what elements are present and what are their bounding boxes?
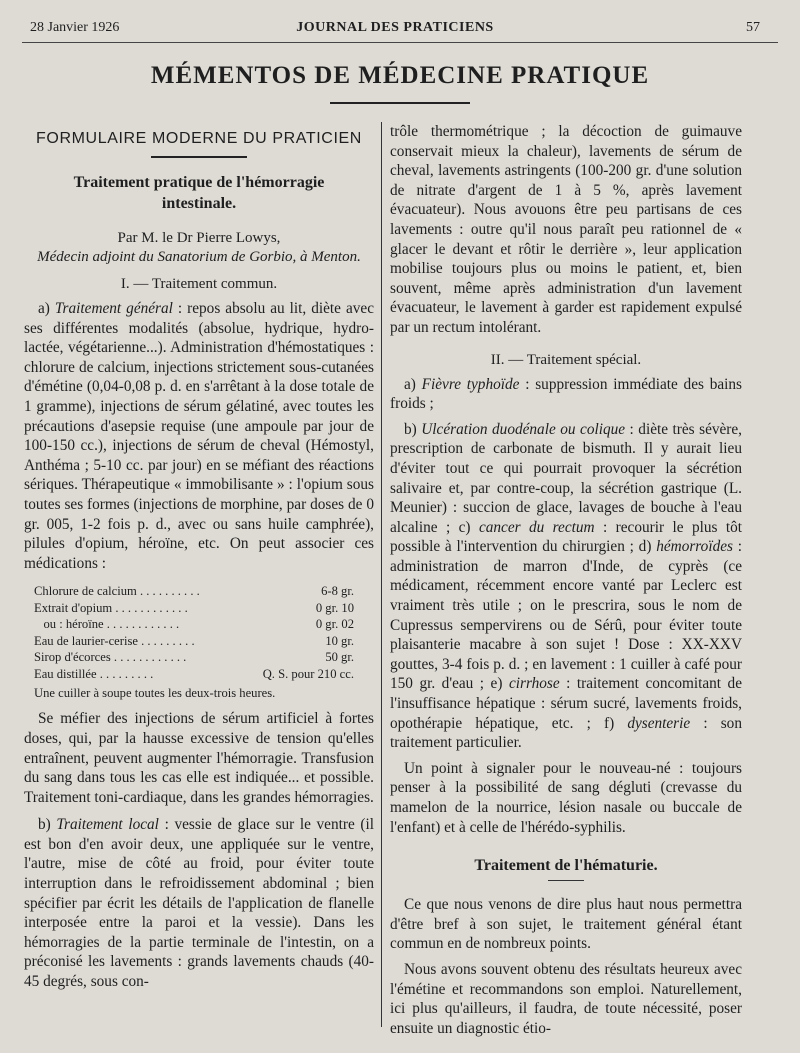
paragraph-local-treatment — [24, 815, 374, 991]
paragraph-ulceration — [390, 420, 742, 753]
paragraph-typhoid — [390, 375, 742, 414]
paragraph-text: : son traitement particulier. — [390, 714, 742, 752]
formula-ingredient: Sirop d'écorces . . . . . . . . . . . . — [34, 650, 187, 665]
left-column — [24, 122, 374, 992]
paragraph-text: Se méfier des injections de sérum artificiel à fortes doses, qui, par la hausse excessive de tension qu'elles entraînent, peuvent augmenter l'hémorragie. Transfusion du sang dans tous les cas elle est indiquée... et possible. Traitement toni-cardiaque, dans les grandes hémorragies. — [24, 710, 374, 806]
section-rule — [151, 156, 247, 158]
section-heading-special-treatment: II. — Traitement spécial. — [490, 351, 642, 368]
paragraph-label: b) — [38, 816, 57, 834]
italic-term: hémorroïdes — [656, 538, 733, 556]
italic-term: Fièvre typhoïde — [421, 375, 520, 393]
issue-date: 28 Janvier 1926 — [30, 20, 120, 35]
paragraph-general-treatment — [24, 299, 374, 573]
paragraph-newborn — [390, 759, 742, 837]
formula-dose: 10 gr. — [325, 633, 354, 648]
right-column — [390, 122, 742, 1038]
formula-row — [34, 666, 354, 683]
italic-term: Ulcération duodénale ou colique — [421, 420, 626, 438]
formula-dose: 50 gr. — [325, 650, 354, 665]
paragraph-text: Un point à signaler pour le nouveau-né : toujours penser à la possibilité de sang dégluti (crevasse du mamelon de la nourrice, lésion nasale ou buccale de l'enfant) et à celle de l'hérédo-syphilis. — [390, 759, 742, 836]
italic-term: Traitement général — [54, 300, 173, 317]
running-header — [30, 20, 760, 40]
prescription-formula — [34, 583, 354, 682]
paragraph-continued — [390, 122, 742, 338]
title-rule — [330, 102, 470, 104]
author-affiliation: Médecin adjoint du Sanatorium de Gorbio, à Menton. — [37, 249, 361, 265]
column-divider — [381, 122, 382, 1027]
hematuria-rule — [548, 880, 584, 881]
article-title-line-2: intestinale. — [161, 195, 237, 212]
paragraph-text: trôle thermométrique ; la décoction de guimauve conservait mieux la chaleur), lavements de sérum de cheval, lavements astringents (100-200 gr. d'une solution de nitrate d'argent de 1 à 5 %, après lavement évacuateur). Nous avouons être peu partisans de ces lavements : outre qu'il nous paraît peu rationnel de « glacer le devant et rôtir le derrière », leur application mobilise toujours plus ou moins le patient, et, bien souvent, même après administration d'un lavement évacuateur, le lavement à garder est rapidement expulsé par un rectum intolérant. — [390, 123, 742, 336]
paragraph-text: : suppression immédiate des bains froids ; — [390, 375, 742, 413]
paragraph-serum-warning — [24, 709, 374, 807]
formula-row — [34, 600, 354, 617]
paragraph-label: a) — [404, 375, 422, 393]
italic-term: dysenterie — [627, 714, 691, 732]
journal-name: JOURNAL DES PRATICIENS — [296, 20, 494, 35]
formula-ingredient: ou : héroïne . . . . . . . . . . . . — [34, 617, 180, 632]
article-title-line-1: Traitement pratique de l'hémorragie — [73, 174, 325, 191]
paragraph-text: : recourir le plus tôt possible à l'intervention du chirurgien ; d) — [390, 518, 742, 556]
paragraph-label: b) — [404, 420, 422, 438]
formula-ingredient: Eau distillée . . . . . . . . . — [34, 666, 154, 681]
paragraph-text: Nous avons souvent obtenu des résultats heureux avec l'émétine et recommandons son emploi. Naturellement, ici plus qu'ailleurs, il faudra, de toute nécessité, poser ensuite un diagnostic étio- — [390, 960, 742, 1037]
section-label: FORMULAIRE MODERNE DU PRATICIEN — [36, 130, 362, 147]
section-heading-common-treatment: I. — Traitement commun. — [120, 276, 278, 292]
page-number: 57 — [746, 20, 760, 35]
formula-ingredient: Chlorure de calcium . . . . . . . . . . — [34, 584, 200, 599]
paragraph-text: : repos absolu au lit, diète avec ses différentes modalités (absolue, hydrique, hydro-lactée, végétarienne...). Administration d'hémostatiques : chlorure de calcium, injections strictement sous-cutanées d'émétine (0,04-0,08 p. d. en s'arrêtant à la dose totale de 1 gramme), injections de sérum gélatiné, avec toutes les précautions d'asepsie requise (une ampoule par jour de 100-150 cc.), injections de sérum de cheval (Hémostyl, Anthéma ; 5-10 cc. par jour) en se méfiant des réactions sériques. Thérapeutique « immobilisante » : l'opium sous toutes ses formes (injections de morphine, par doses de 0 gr. 005, 1-2 fois p. d., avec ou sans huile camphrée), pilules d'opium, héroïne, etc. On peut associer ces médications : — [24, 300, 374, 572]
formula-ingredient: Extrait d'opium . . . . . . . . . . . . — [34, 600, 188, 615]
formula-dose: 0 gr. 02 — [315, 617, 354, 632]
paragraph-label: a) — [38, 300, 55, 317]
page-title: MÉMENTOS DE MÉDECINE PRATIQUE — [150, 62, 650, 89]
paragraph-hematuria-2 — [390, 960, 742, 1038]
author-line: Par M. le Dr Pierre Lowys, — [117, 230, 281, 246]
paragraph-text: : diète très sévère, prescription de carbonate de bismuth. Il y aurait lieu d'éviter tout ce qui pourrait provoquer la sécrétion salivaire et, par contre-coup, la sécrétion gastrique (L. Meunier) : succion de glace, lavages de bouche à l'eau alcaline ; c) — [390, 420, 742, 536]
formula-row — [34, 633, 354, 650]
hematuria-title: Traitement de l'hématurie. — [474, 857, 658, 875]
paragraph-text: : administration de marron d'Inde, de cyprès (ce médicament, récemment encore vanté par Leclerc est vraiment très utile ; on le prescrira, sous le nom de Cupressus sempervirens ou de Sérû, pour éviter toute plaisanterie macabre à son sujet ! Dose : XX-XXV gouttes, 3-4 fois p. d. ; en lavement : 1 cuiller à café pour 150 gr. d'eau ; e) — [390, 538, 742, 693]
paragraph-text: Ce que nous venons de dire plus haut nous permettra d'être bref à son sujet, le traitement général étant commun en de nombreux points. — [390, 896, 742, 953]
formula-row — [34, 583, 354, 600]
italic-term: cancer du rectum — [478, 518, 595, 536]
italic-term: Traitement local — [56, 816, 159, 834]
formula-dose: 0 gr. 10 — [315, 600, 354, 615]
italic-term: cirrhose — [508, 675, 560, 693]
formula-row — [34, 649, 354, 666]
paragraph-hematuria-1 — [390, 895, 742, 954]
formula-dose: Q. S. pour 210 cc. — [262, 666, 354, 681]
paragraph-text: : traitement concomitant de l'insuffisance hépatique : sérum sucré, lavements froids, opothérapie hépatique, etc. ; f) — [390, 675, 742, 732]
article-title — [24, 172, 374, 214]
formula-ingredient: Eau de laurier-cerise . . . . . . . . . — [34, 633, 195, 648]
header-rule — [22, 42, 778, 43]
paragraph-text: : vessie de glace sur le ventre (il est bon d'en avoir deux, une appliquée sur le ventre, l'autre, mise de côté au froid, pour éviter toute interruption dans le refroidissement abdominal ; bien spécifier par écrit les détails de l'application de flanelle interposée entre la paroi et la vessie). Dans les hémorragies de la partie terminale de l'intestin, on a préconisé les lavements : grands lavements chauds (40-45 degrés, sous con- — [24, 816, 374, 991]
formula-dose: 6-8 gr. — [321, 584, 354, 599]
formula-row — [34, 616, 354, 633]
formula-instruction: Une cuiller à soupe toutes les deux-trois heures. — [34, 686, 276, 701]
